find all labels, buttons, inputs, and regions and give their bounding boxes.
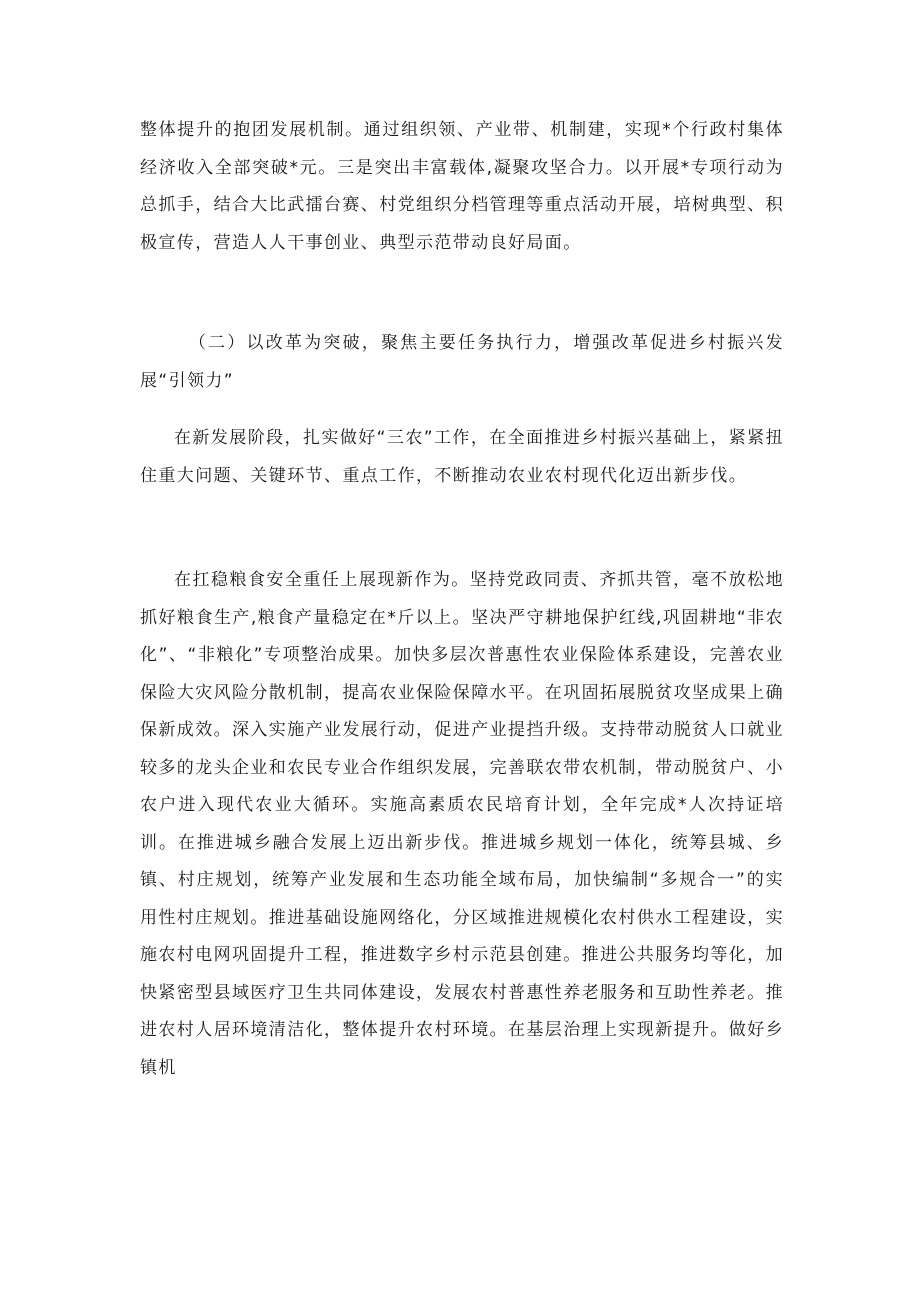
paragraph-intro: 在新发展阶段，扎实做好“三农”工作，在全面推进乡村振兴基础上，紧紧扭住重大问题、关键环节、重点工作，不断推动农业农村现代化迈出新步伐。 xyxy=(140,428,784,486)
section-heading xyxy=(140,325,784,400)
section-heading-text: （二）以改革为突破，聚焦主要任务执行力，增强改革促进乡村振兴发展“引领力” xyxy=(140,333,784,391)
paragraph-body: 在扛稳粮食安全重任上展现新作为。坚持党政同责、齐抓共管，毫不放松地抓好粮食生产,粮食产量稳定在*斤以上。坚决严守耕地保护红线,巩固耕地“非农化”、“非粮化”专项整治成果。加快多层次普惠性农业保险体系建设，完善农业保险大灾风险分散机制，提高农业保险保障水平。在巩固拓展脱贫攻坚成果上确保新成效。深入实施产业发展行动，促进产业提挡升级。支持带动脱贫人口就业较多的龙头企业和农民专业合作组织发展，完善联农带农机制，带动脱贫户、小农户进入现代农业大循环。实施高素质农民培育计划，全年完成*人次持证培训。在推进城乡融合发展上迈出新步伐。推进城乡规划一体化，统筹县城、乡镇、村庄规划，统筹产业发展和生态功能全域布局，加快编制“多规合一”的实用性村庄规划。推进基础设施网络化，分区域推进规模化农村供水工程建设，实施农村电网巩固提升工程，推进数字乡村示范县创建。推进公共服务均等化，加快紧密型县域医疗卫生共同体建设，发展农村普惠性养老服务和互助性养老。推进农村人居环境清洁化，整体提升农村环境。在基层治理上实现新提升。做好乡镇机 xyxy=(140,570,784,1078)
paragraph-continuation: 整体提升的抱团发展机制。通过组织领、产业带、机制建，实现*个行政村集体经济收入全部突破*元。三是突出丰富载体,凝聚攻坚合力。以开展*专项行动为总抓手，结合大比武擂台赛、村党组织分档管理等重点活动开展，培树典型、积极宣传，营造人人干事创业、典型示范带动良好局面。 xyxy=(140,120,784,253)
